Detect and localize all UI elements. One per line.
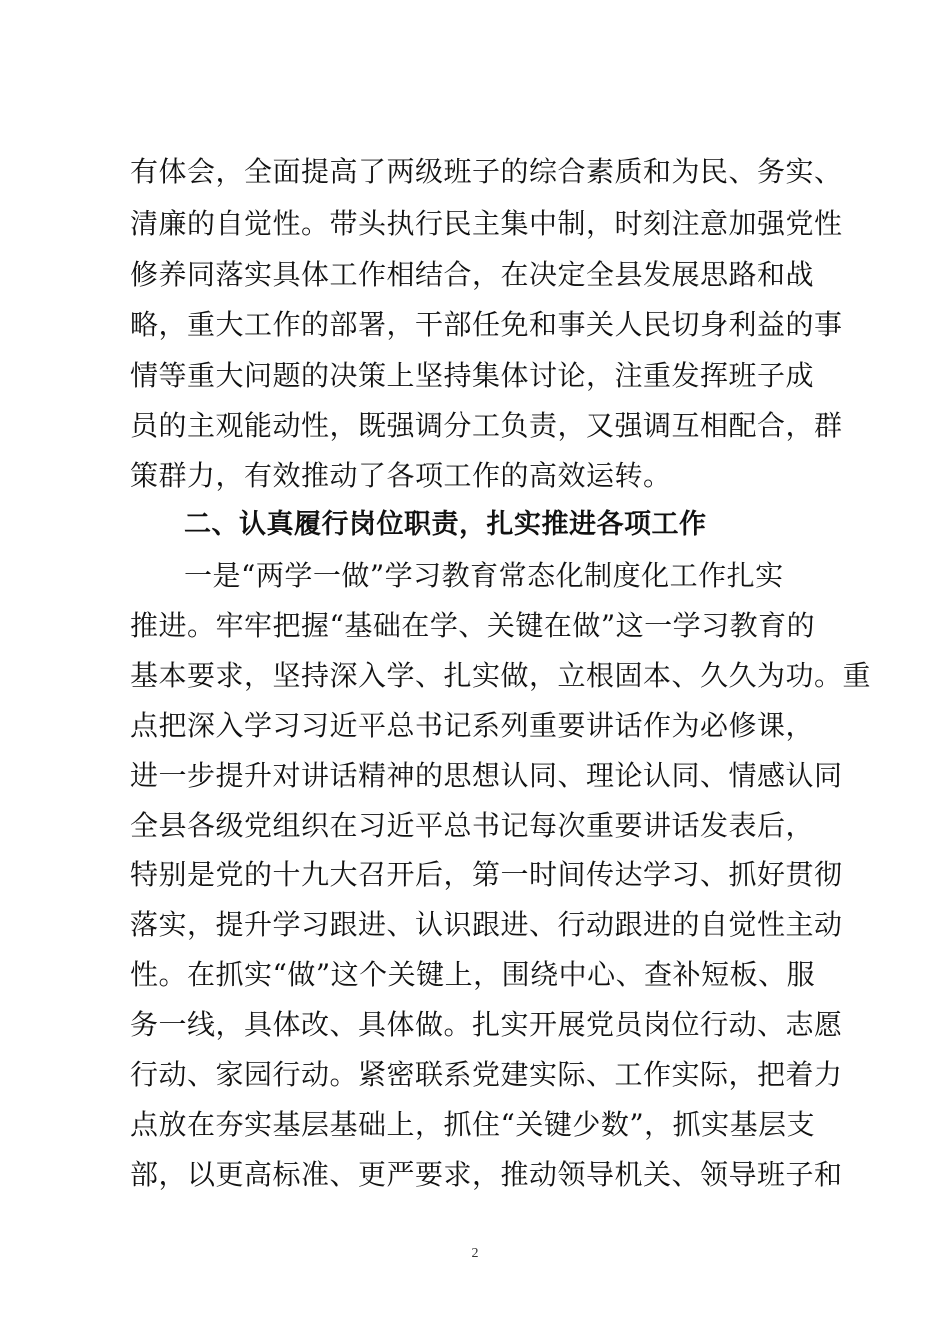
- body-text-line: 落实，提升学习跟进、认识跟进、行动跟进的自觉性主动: [130, 908, 843, 941]
- body-text-line: 点放在夯实基层基础上，抓住“关键少数”，抓实基层支: [130, 1108, 816, 1141]
- body-text-line: 略，重大工作的部署，干部任免和事关人民切身利益的事: [130, 308, 843, 341]
- body-text-line: 部，以更高标准、更严要求，推动领导机关、领导班子和: [130, 1158, 843, 1191]
- paragraph-first-line: 一是“两学一做”学习教育常态化制度化工作扎实: [184, 559, 784, 592]
- body-text-line: 有体会，全面提高了两级班子的综合素质和为民、务实、: [130, 155, 843, 188]
- body-text-line: 行动、家园行动。紧密联系党建实际、工作实际，把着力: [130, 1058, 843, 1091]
- page-number: 2: [471, 1246, 479, 1261]
- body-text-line: 推进。牢牢把握“基础在学、关键在做”这一学习教育的: [130, 609, 816, 642]
- body-text-line: 进一步提升对讲话精神的思想认同、理论认同、情感认同: [130, 759, 843, 792]
- body-text-line: 点把深入学习习近平总书记系列重要讲话作为必修课，: [130, 709, 815, 742]
- body-text-line: 性。在抓实“做”这个关键上，围绕中心、查补短板、服: [130, 958, 816, 991]
- body-text-line: 全县各级党组织在习近平总书记每次重要讲话发表后，: [130, 809, 815, 842]
- body-text-line: 修养同落实具体工作相结合，在决定全县发展思路和战: [130, 258, 815, 291]
- body-text-line: 情等重大问题的决策上坚持集体讨论，注重发挥班子成: [130, 359, 815, 392]
- body-text-line: 策群力，有效推动了各项工作的高效运转。: [130, 459, 672, 492]
- body-text-line: 基本要求，坚持深入学、扎实做，立根固本、久久为功。重: [130, 659, 872, 692]
- body-text-line: 员的主观能动性，既强调分工负责，又强调互相配合，群: [130, 409, 843, 442]
- body-text-line: 清廉的自觉性。带头执行民主集中制，时刻注意加强党性: [130, 207, 843, 240]
- body-text-line: 务一线，具体改、具体做。扎实开展党员岗位行动、志愿: [130, 1008, 843, 1041]
- section-heading: 二、认真履行岗位职责，扎实推进各项工作: [184, 509, 707, 540]
- body-text-line: 特别是党的十九大召开后，第一时间传达学习、抓好贯彻: [130, 858, 843, 891]
